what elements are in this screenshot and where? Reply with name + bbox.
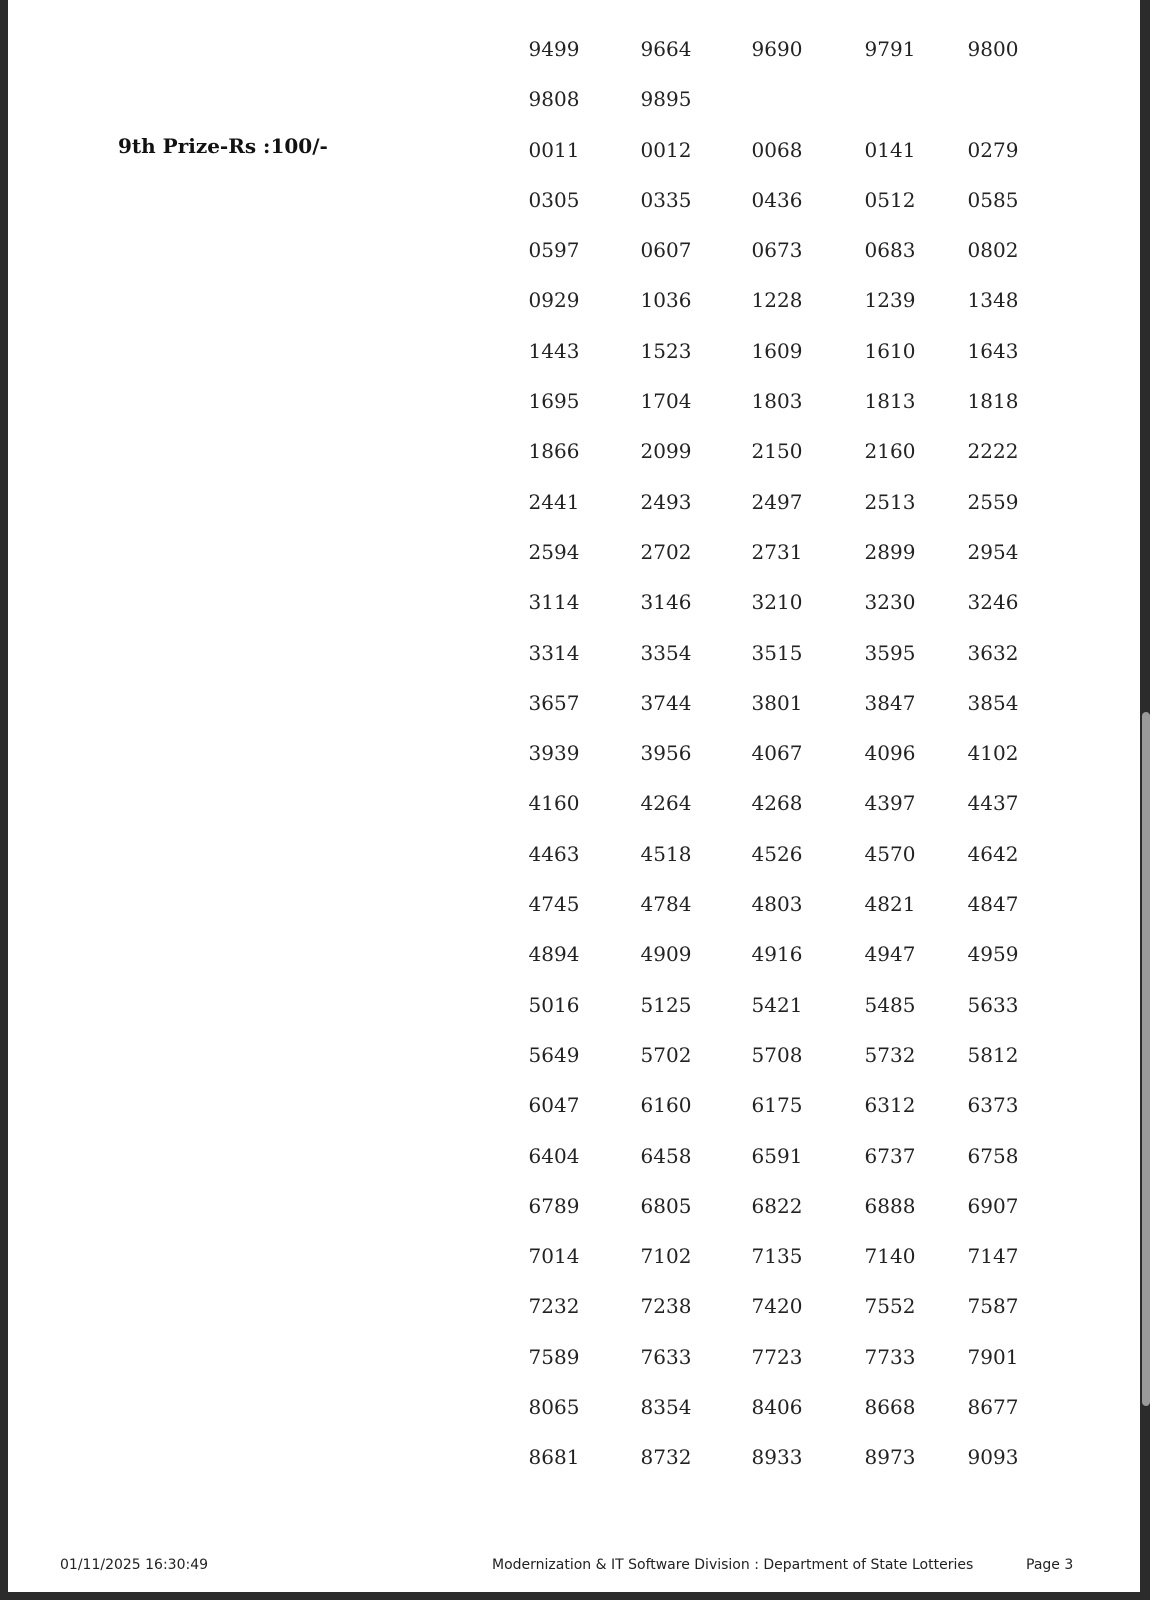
ticket-number: 4570 xyxy=(864,841,916,866)
ticket-number: 7238 xyxy=(640,1294,692,1319)
ticket-number: 8973 xyxy=(864,1445,916,1470)
ticket-number: 9808 xyxy=(528,87,580,112)
ticket-number: 0673 xyxy=(751,238,803,263)
ticket-number: 3146 xyxy=(640,590,692,615)
ticket-number: 7733 xyxy=(864,1344,916,1369)
ticket-number: 7633 xyxy=(640,1344,692,1369)
ticket-number: 7147 xyxy=(967,1244,1019,1269)
ticket-number: 7014 xyxy=(528,1244,580,1269)
ticket-number: 6737 xyxy=(864,1143,916,1168)
ticket-number: 0011 xyxy=(528,137,580,162)
ticket-number: 1818 xyxy=(967,389,1019,414)
ticket-number: 2150 xyxy=(751,439,803,464)
ticket-number: 5649 xyxy=(528,1042,580,1067)
ticket-number: 6047 xyxy=(528,1093,580,1118)
ticket-number: 2594 xyxy=(528,539,580,564)
ticket-number: 7135 xyxy=(751,1244,803,1269)
ticket-number: 7140 xyxy=(864,1244,916,1269)
ticket-number: 0683 xyxy=(864,238,916,263)
ticket-number: 0436 xyxy=(751,187,803,212)
ticket-number: 6312 xyxy=(864,1093,916,1118)
ticket-number: 9895 xyxy=(640,87,692,112)
ticket-number: 0802 xyxy=(967,238,1019,263)
ticket-number: 3354 xyxy=(640,640,692,665)
ticket-number: 0068 xyxy=(751,137,803,162)
ticket-number xyxy=(722,74,832,124)
ticket-number: 4096 xyxy=(864,741,916,766)
ticket-number: 5016 xyxy=(528,992,580,1017)
ticket-number: 4916 xyxy=(751,942,803,967)
ticket-number: 1803 xyxy=(751,389,803,414)
ticket-number: 4264 xyxy=(640,791,692,816)
ticket-number: 0597 xyxy=(528,238,580,263)
ticket-number: 2441 xyxy=(528,489,580,514)
ticket-number: 0141 xyxy=(864,137,916,162)
ticket-number: 6888 xyxy=(864,1193,916,1218)
ticket-number: 5702 xyxy=(640,1042,692,1067)
ticket-number: 0585 xyxy=(967,187,1019,212)
ticket-number: 2160 xyxy=(864,439,916,464)
ticket-number: 5708 xyxy=(751,1042,803,1067)
ticket-number: 1036 xyxy=(640,288,692,313)
ticket-number: 3939 xyxy=(528,741,580,766)
ticket-number: 4909 xyxy=(640,942,692,967)
ticket-number xyxy=(832,74,948,124)
ticket-number: 1348 xyxy=(967,288,1019,313)
ticket-number: 1610 xyxy=(864,338,916,363)
ticket-number: 6758 xyxy=(967,1143,1019,1168)
ticket-number: 4526 xyxy=(751,841,803,866)
ticket-number: 4784 xyxy=(640,892,692,917)
ticket-number: 4821 xyxy=(864,892,916,917)
ticket-number: 3246 xyxy=(967,590,1019,615)
ticket-number: 2099 xyxy=(640,439,692,464)
ticket-number: 6805 xyxy=(640,1193,692,1218)
ticket-number: 1228 xyxy=(751,288,803,313)
ticket-number: 9791 xyxy=(864,37,916,61)
ticket-number: 1866 xyxy=(528,439,580,464)
ticket-number: 4160 xyxy=(528,791,580,816)
ticket-number: 3657 xyxy=(528,690,580,715)
ticket-number: 4437 xyxy=(967,791,1019,816)
ticket-number: 7102 xyxy=(640,1244,692,1269)
ticket-number: 8406 xyxy=(751,1395,803,1420)
ticket-number: 8354 xyxy=(640,1395,692,1420)
footer-page-number: Page 3 xyxy=(1026,1557,1074,1573)
ticket-number: 7232 xyxy=(528,1294,580,1319)
ticket-number: 6458 xyxy=(640,1143,692,1168)
ticket-number: 2899 xyxy=(864,539,916,564)
ticket-number: 1813 xyxy=(864,389,916,414)
ticket-number: 4397 xyxy=(864,791,916,816)
ticket-number: 2497 xyxy=(751,489,803,514)
ticket-number: 6789 xyxy=(528,1193,580,1218)
ticket-number: 3632 xyxy=(967,640,1019,665)
ticket-number: 9664 xyxy=(640,37,692,61)
ticket-number: 4067 xyxy=(751,741,803,766)
ticket-number: 6591 xyxy=(751,1143,803,1168)
ticket-number: 1523 xyxy=(640,338,692,363)
ticket-number: 3854 xyxy=(967,690,1019,715)
ticket-number: 4463 xyxy=(528,841,580,866)
ticket-number: 3847 xyxy=(864,690,916,715)
ticket-number: 5812 xyxy=(967,1042,1019,1067)
ticket-number: 4642 xyxy=(967,841,1019,866)
ticket-number: 9800 xyxy=(967,37,1019,61)
ticket-number: 3210 xyxy=(751,590,803,615)
ticket-number: 2731 xyxy=(751,539,803,564)
ticket-number xyxy=(948,74,1038,124)
ticket-number: 3314 xyxy=(528,640,580,665)
prize-category-label: 9th Prize-Rs :100/- xyxy=(118,134,328,158)
ticket-number: 4894 xyxy=(528,942,580,967)
ticket-number: 4803 xyxy=(751,892,803,917)
ticket-number: 4518 xyxy=(640,841,692,866)
ticket-number: 8677 xyxy=(967,1395,1019,1420)
ticket-number: 9690 xyxy=(751,37,803,61)
ticket-number: 0512 xyxy=(864,187,916,212)
ticket-number: 0335 xyxy=(640,187,692,212)
ticket-number: 2954 xyxy=(967,539,1019,564)
ticket-number: 7723 xyxy=(751,1344,803,1369)
ticket-number: 9093 xyxy=(967,1445,1019,1470)
ticket-number: 8668 xyxy=(864,1395,916,1420)
ticket-number: 4959 xyxy=(967,942,1019,967)
ticket-number: 1643 xyxy=(967,338,1019,363)
ticket-number: 7901 xyxy=(967,1344,1019,1369)
ticket-number: 7589 xyxy=(528,1344,580,1369)
ticket-number: 6175 xyxy=(751,1093,803,1118)
ticket-number: 4745 xyxy=(528,892,580,917)
ticket-number: 6907 xyxy=(967,1193,1019,1218)
ticket-number: 8732 xyxy=(640,1445,692,1470)
ticket-number: 6822 xyxy=(751,1193,803,1218)
ticket-number: 4102 xyxy=(967,741,1019,766)
document-page xyxy=(8,0,1140,1592)
ticket-number: 5633 xyxy=(967,992,1019,1017)
ticket-number: 3515 xyxy=(751,640,803,665)
ticket-number: 1609 xyxy=(751,338,803,363)
ticket-number: 0929 xyxy=(528,288,580,313)
ticket-number: 0607 xyxy=(640,238,692,263)
ticket-number: 2513 xyxy=(864,489,916,514)
ticket-number: 5732 xyxy=(864,1042,916,1067)
ticket-number: 2493 xyxy=(640,489,692,514)
ticket-number: 0305 xyxy=(528,187,580,212)
ticket-number: 7587 xyxy=(967,1294,1019,1319)
ticket-number: 8933 xyxy=(751,1445,803,1470)
ticket-number: 7552 xyxy=(864,1294,916,1319)
ticket-number: 3114 xyxy=(528,590,580,615)
ticket-number: 9499 xyxy=(528,37,580,61)
ticket-number: 6160 xyxy=(640,1093,692,1118)
ticket-number: 3744 xyxy=(640,690,692,715)
ticket-number: 1443 xyxy=(528,338,580,363)
ticket-number: 4947 xyxy=(864,942,916,967)
ticket-number: 5125 xyxy=(640,992,692,1017)
ticket-number: 0012 xyxy=(640,137,692,162)
ticket-number: 3801 xyxy=(751,690,803,715)
ticket-number: 8681 xyxy=(528,1445,580,1470)
ticket-number: 2222 xyxy=(967,439,1019,464)
ticket-number: 3230 xyxy=(864,590,916,615)
ticket-number: 4847 xyxy=(967,892,1019,917)
winning-numbers-grid xyxy=(498,24,1038,1483)
ticket-number: 3956 xyxy=(640,741,692,766)
ticket-number: 5421 xyxy=(751,992,803,1017)
ticket-number: 6373 xyxy=(967,1093,1019,1118)
ticket-number: 2559 xyxy=(967,489,1019,514)
ticket-number: 5485 xyxy=(864,992,916,1017)
ticket-number: 0279 xyxy=(967,137,1019,162)
ticket-number: 2702 xyxy=(640,539,692,564)
ticket-number: 4268 xyxy=(751,791,803,816)
scrollbar-thumb[interactable] xyxy=(1142,712,1150,1406)
footer-division: Modernization & IT Software Division : Department of State Lotteries xyxy=(492,1557,974,1573)
footer-datetime: 01/11/2025 16:30:49 xyxy=(60,1557,209,1573)
ticket-number: 1695 xyxy=(528,389,580,414)
ticket-number: 1704 xyxy=(640,389,692,414)
ticket-number: 8065 xyxy=(528,1395,580,1420)
ticket-number: 7420 xyxy=(751,1294,803,1319)
ticket-number: 6404 xyxy=(528,1143,580,1168)
ticket-number: 1239 xyxy=(864,288,916,313)
ticket-number: 3595 xyxy=(864,640,916,665)
